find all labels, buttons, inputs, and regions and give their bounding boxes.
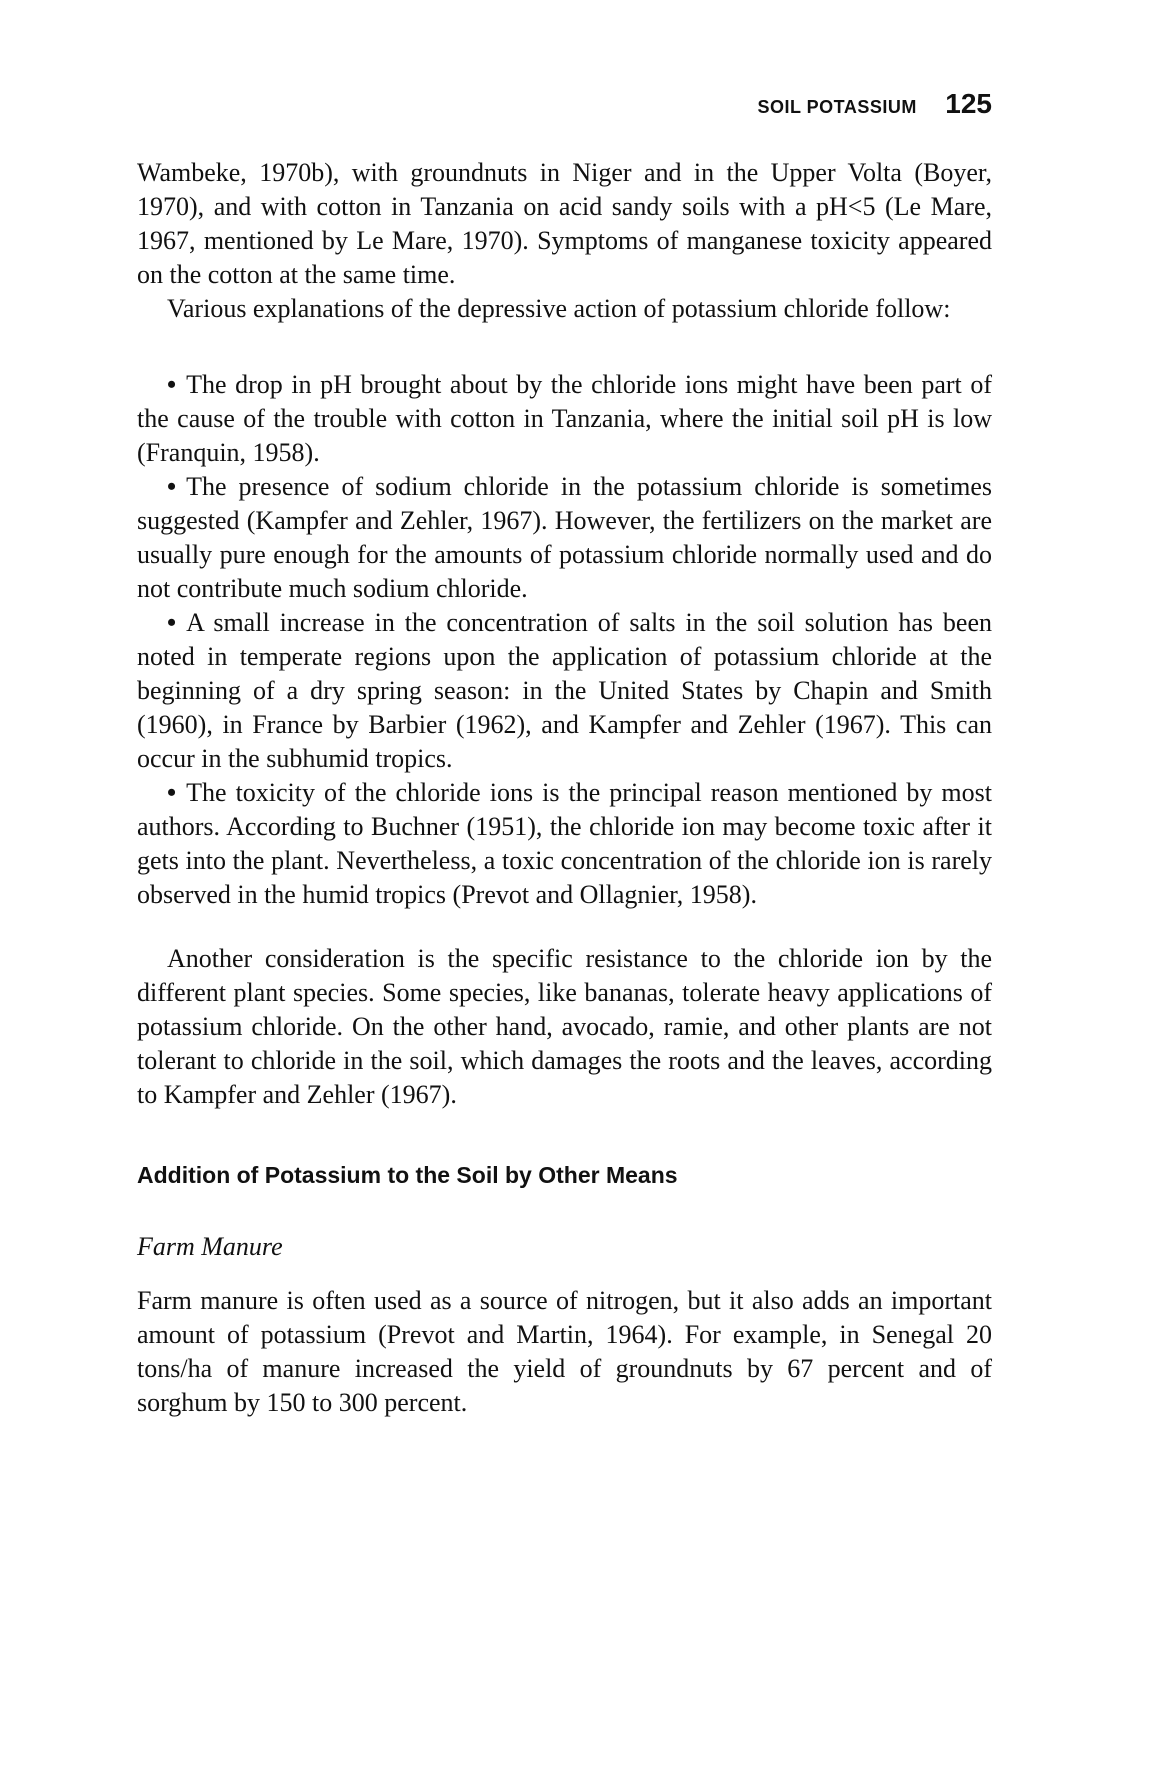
bullet-item-sodium-chloride: • The presence of sodium chloride in the potassium chloride is sometimes suggested (Kampfer and Zehler, 1967). However, the fertilizers on the market are usually pure enough for the amounts of potassium chloride normally used and do not contribute much sodium chloride. bbox=[137, 470, 992, 606]
farm-manure-paragraph: Farm manure is often used as a source of nitrogen, but it also adds an important amount of potassium (Prevot and Martin, 1964). For example, in Senegal 20 tons/ha of manure increased the yield of groundnuts by 67 percent and of sorghum by 150 to 300 percent. bbox=[137, 1286, 992, 1417]
running-head bbox=[137, 88, 992, 120]
bullet-item-salt-concentration: • A small increase in the concentration of salts in the soil solution has been noted in temperate regions upon the application of potassium chloride at the beginning of a dry spring season: in the United States by Chapin and Smith (1960), in France by Barbier (1962), and Kampfer and Zehler (1967). This can occur in the subhumid tropics. bbox=[137, 606, 992, 776]
running-title: SOIL POTASSIUM bbox=[757, 97, 917, 117]
page-body bbox=[137, 156, 992, 1420]
intro-paragraph: Various explanations of the depressive action of potassium chloride follow: bbox=[167, 294, 951, 323]
bullet-item-ph: • The drop in pH brought about by the chloride ions might have been part of the cause of the trouble with cotton in Tanzania, where the initial soil pH is low (Franquin, 1958). bbox=[137, 368, 992, 470]
subsection-heading: Farm Manure bbox=[137, 1232, 283, 1261]
section-heading: Addition of Potassium to the Soil by Other Means bbox=[137, 1162, 678, 1188]
species-resistance-paragraph: Another consideration is the specific resistance to the chloride ion by the different plant species. Some species, like bananas, tolerate heavy applications of potassium chloride. On the other hand, avocado, ramie, and other plants are not tolerant to chloride in the soil, which damages the roots and the leaves, according to Kampfer and Zehler (1967). bbox=[137, 944, 992, 1109]
bullet-item-chloride-toxicity: • The toxicity of the chloride ions is the principal reason mentioned by most authors. According to Buchner (1951), the chloride ion may become toxic after it gets into the plant. Nevertheless, a toxic concentration of the chloride ion is rarely observed in the humid tropics (Prevot and Ollagnier, 1958). bbox=[137, 776, 992, 912]
continued-paragraph: Wambeke, 1970b), with groundnuts in Niger and in the Upper Volta (Boyer, 1970), and with cotton in Tanzania on acid sandy soils with a pH<5 (Le Mare, 1967, mentioned by Le Mare, 1970). Symptoms of manganese toxicity appeared on the cotton at the same time. bbox=[137, 158, 992, 289]
page-number: 125 bbox=[945, 88, 992, 119]
